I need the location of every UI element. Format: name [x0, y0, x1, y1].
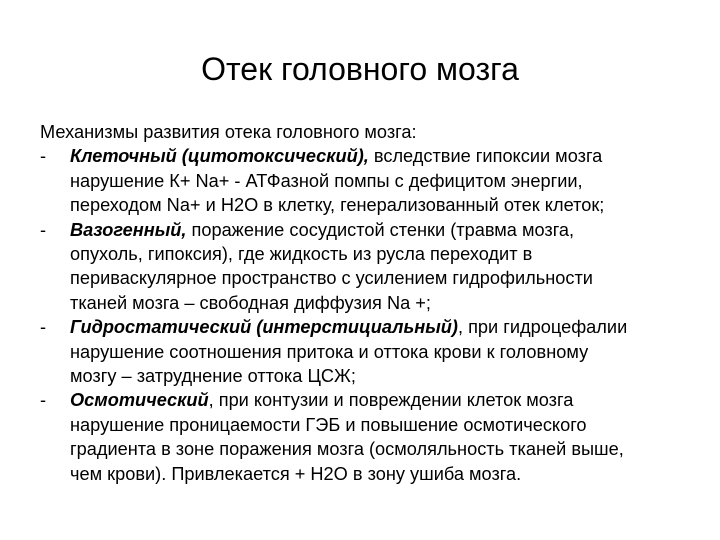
- list-item: [40, 144, 710, 217]
- item-text: поражение сосудистой стенки (травма мозга,: [186, 219, 575, 240]
- item-line: опухоль, гипоксия), где жидкость из русла переходит в: [70, 244, 533, 265]
- bullet-dash: -: [40, 390, 47, 411]
- item-line: [70, 315, 710, 339]
- item-line: периваскулярное пространство с усилением гидрофильности: [70, 268, 593, 289]
- item-line: нарушение соотношения притока и оттока крови к головному: [70, 341, 589, 362]
- bullet-dash: -: [40, 317, 47, 338]
- item-text: , при гидроцефалии: [457, 317, 628, 338]
- item-line: тканей мозга – свободная диффузия Na +;: [70, 292, 431, 313]
- list-item: [40, 218, 710, 316]
- bullet-dash: -: [40, 219, 47, 240]
- slide-body: [40, 120, 710, 486]
- item-line: [70, 218, 710, 242]
- list-item: [40, 388, 710, 486]
- item-term: Вазогенный,: [70, 219, 187, 240]
- item-text: , при контузии и повреждении клеток мозга: [208, 390, 574, 411]
- item-line: [70, 144, 710, 168]
- item-line: мозгу – затруднение оттока ЦСЖ;: [70, 366, 356, 387]
- list-item: [40, 315, 710, 388]
- item-line: чем крови). Привлекается + Н2О в зону ушиба мозга.: [70, 463, 522, 484]
- item-line: переходом Na+ и Н2О в клетку, генерализованный отек клеток;: [70, 195, 605, 216]
- item-term: Клеточный (цитотоксический),: [70, 146, 369, 167]
- mechanism-list: [40, 144, 710, 486]
- bullet-dash: -: [40, 146, 47, 167]
- item-line: градиента в зоне поражения мозга (осмоляльность тканей выше,: [70, 439, 624, 460]
- item-line: нарушение К+ Na+ - АТФазной помпы с дефицитом энергии,: [70, 170, 583, 191]
- item-line: [70, 388, 710, 412]
- item-term: Гидростатический (интерстициальный): [70, 317, 458, 338]
- item-term: Осмотический: [70, 390, 209, 411]
- item-text: вследствие гипоксии мозга: [368, 146, 603, 167]
- slide-title: Отек головного мозга: [201, 51, 519, 87]
- intro-text: Механизмы развития отека головного мозга:: [40, 122, 417, 142]
- item-line: нарушение проницаемости ГЭБ и повышение осмотического: [70, 414, 587, 435]
